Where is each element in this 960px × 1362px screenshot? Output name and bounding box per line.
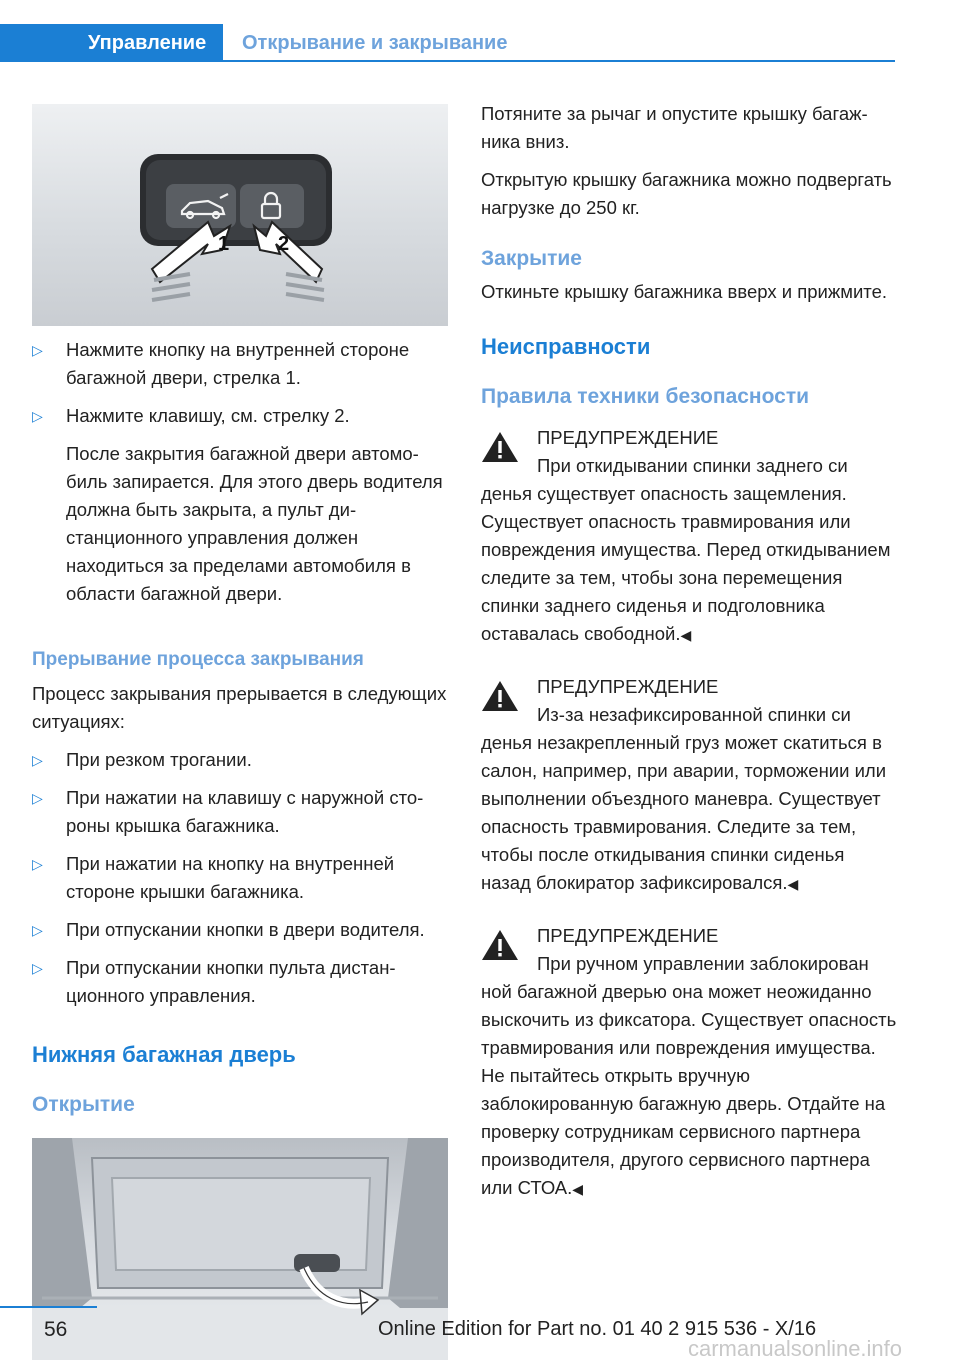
auto-lock-note: После закрытия багажной двери автомобиль запирается. Для этого дверь водителя должна быть закрыта, а пульт дистанционного управления должен находиться за пределами автомобиля в области багажной двери. <box>66 443 443 604</box>
warning-title: ПРЕДУПРЕЖДЕНИЕ <box>537 676 719 697</box>
list-item: ▷ При нажатии на клавишу с наружной стороны крышка багажника. <box>32 784 448 840</box>
list-item: ▷ Нажмите кнопку на внутренней стороне багажной двери, стрелка 1. <box>32 336 448 392</box>
chapter-tab[interactable]: Открывание и закрывание <box>242 32 508 54</box>
lower-door-heading: Нижняя багажная дверь <box>32 1042 296 1067</box>
warning-first-line: При откидывании спинки заднего си <box>537 455 848 476</box>
arrow-label-2: 2 <box>278 233 290 255</box>
warning-text: ной багажной дверью она может неожиданно выскочить из фиксатора. Существует опасность травмирования или повреждения имущества. Не пытайтесь открыть вручную заблокированную багажную дверь. Отдайте на проверку сотрудникам сервисного партнера производителя, другого сервисного партнера или СТОА. <box>481 981 897 1198</box>
triangle-right-icon: ▷ <box>32 752 43 768</box>
safety-heading: Правила техники безопасности <box>481 385 810 408</box>
warning-triangle-icon <box>481 928 519 962</box>
triangle-right-icon: ▷ <box>32 922 43 938</box>
list-item: ▷ При нажатии на кнопку на внутренней стороне крышки багажника. <box>32 850 448 906</box>
load-note: Открытую крышку багажника можно подвергать нагрузке до 250 кг. <box>481 169 892 218</box>
warning-title: ПРЕДУПРЕЖДЕНИЕ <box>537 427 719 448</box>
page-number: 56 <box>44 1318 68 1341</box>
triangle-right-icon: ▷ <box>32 856 43 872</box>
arrow-label-1: 1 <box>218 233 230 255</box>
motion-lines <box>152 274 324 300</box>
list-item: ▷ Нажмите клавишу, см. стрелку 2. <box>32 402 448 430</box>
triangle-right-icon: ▷ <box>32 342 43 358</box>
triangle-right-icon: ▷ <box>32 790 43 806</box>
faults-heading: Неисправности <box>481 334 651 359</box>
warning-triangle-icon <box>481 430 519 464</box>
closing-heading: Закрытие <box>481 247 582 270</box>
closing-text: Откиньте крышку багажника вверх и прижмите. <box>481 281 887 302</box>
opening-heading: Открытие <box>32 1093 135 1116</box>
end-mark-icon: ◀ <box>787 876 799 892</box>
footer-divider <box>0 1306 97 1308</box>
left-column <box>32 104 448 1360</box>
release-lever <box>294 1254 340 1272</box>
list-item: ▷ При отпускании кнопки пульта дистанционного управления. <box>32 954 448 1010</box>
list-item: ▷ При резком трогании. <box>32 746 448 774</box>
warning-title: ПРЕДУПРЕЖДЕНИЕ <box>537 925 719 946</box>
warning-block <box>481 673 899 898</box>
watermark: carmanualsonline.info <box>688 1336 903 1361</box>
triangle-right-icon: ▷ <box>32 960 43 976</box>
end-mark-icon: ◀ <box>572 1181 584 1197</box>
header-divider <box>223 60 895 62</box>
warning-block <box>481 424 899 649</box>
interrupt-heading: Прерывание процесса закрывания <box>32 649 364 670</box>
interrupt-intro: Процесс закрывания прерывается в следующих ситуациях: <box>32 683 447 732</box>
warning-text: денья незакрепленный груз может скатиться в салон, например, при аварии, торможении или выполнении объездного маневра. Существует опасность травмирования. Следите за тем, чтобы после откидывания спинки сиденья назад блокиратор зафиксировался. <box>481 732 887 893</box>
section-tab[interactable]: Управление <box>0 24 223 62</box>
right-column <box>481 100 899 1203</box>
end-mark-icon: ◀ <box>680 627 692 643</box>
page-header <box>0 24 960 64</box>
warning-first-line: При ручном управлении заблокирован <box>537 953 869 974</box>
trunk-buttons-figure <box>32 104 448 326</box>
warning-block <box>481 922 899 1203</box>
warning-text: денья существует опасность защемления. Существует опасность травмирования или повреждения имущества. Перед откидыванием следите за тем, чтобы зона перемещения спинки заднего сиденья и подголовника оставалась свободной. <box>481 483 891 644</box>
lower-door-instruction: Потяните за рычаг и опустите крышку багажника вниз. <box>481 103 868 152</box>
list-item: ▷ При отпускании кнопки в двери водителя. <box>32 916 448 944</box>
trunk-buttons-illustration <box>32 104 448 326</box>
warning-triangle-icon <box>481 679 519 713</box>
triangle-right-icon: ▷ <box>32 408 43 424</box>
edition-text: Online Edition for Part no. 01 40 2 915 536 - X/16 <box>378 1318 817 1340</box>
warning-first-line: Из-за незафиксированной спинки си <box>537 704 851 725</box>
